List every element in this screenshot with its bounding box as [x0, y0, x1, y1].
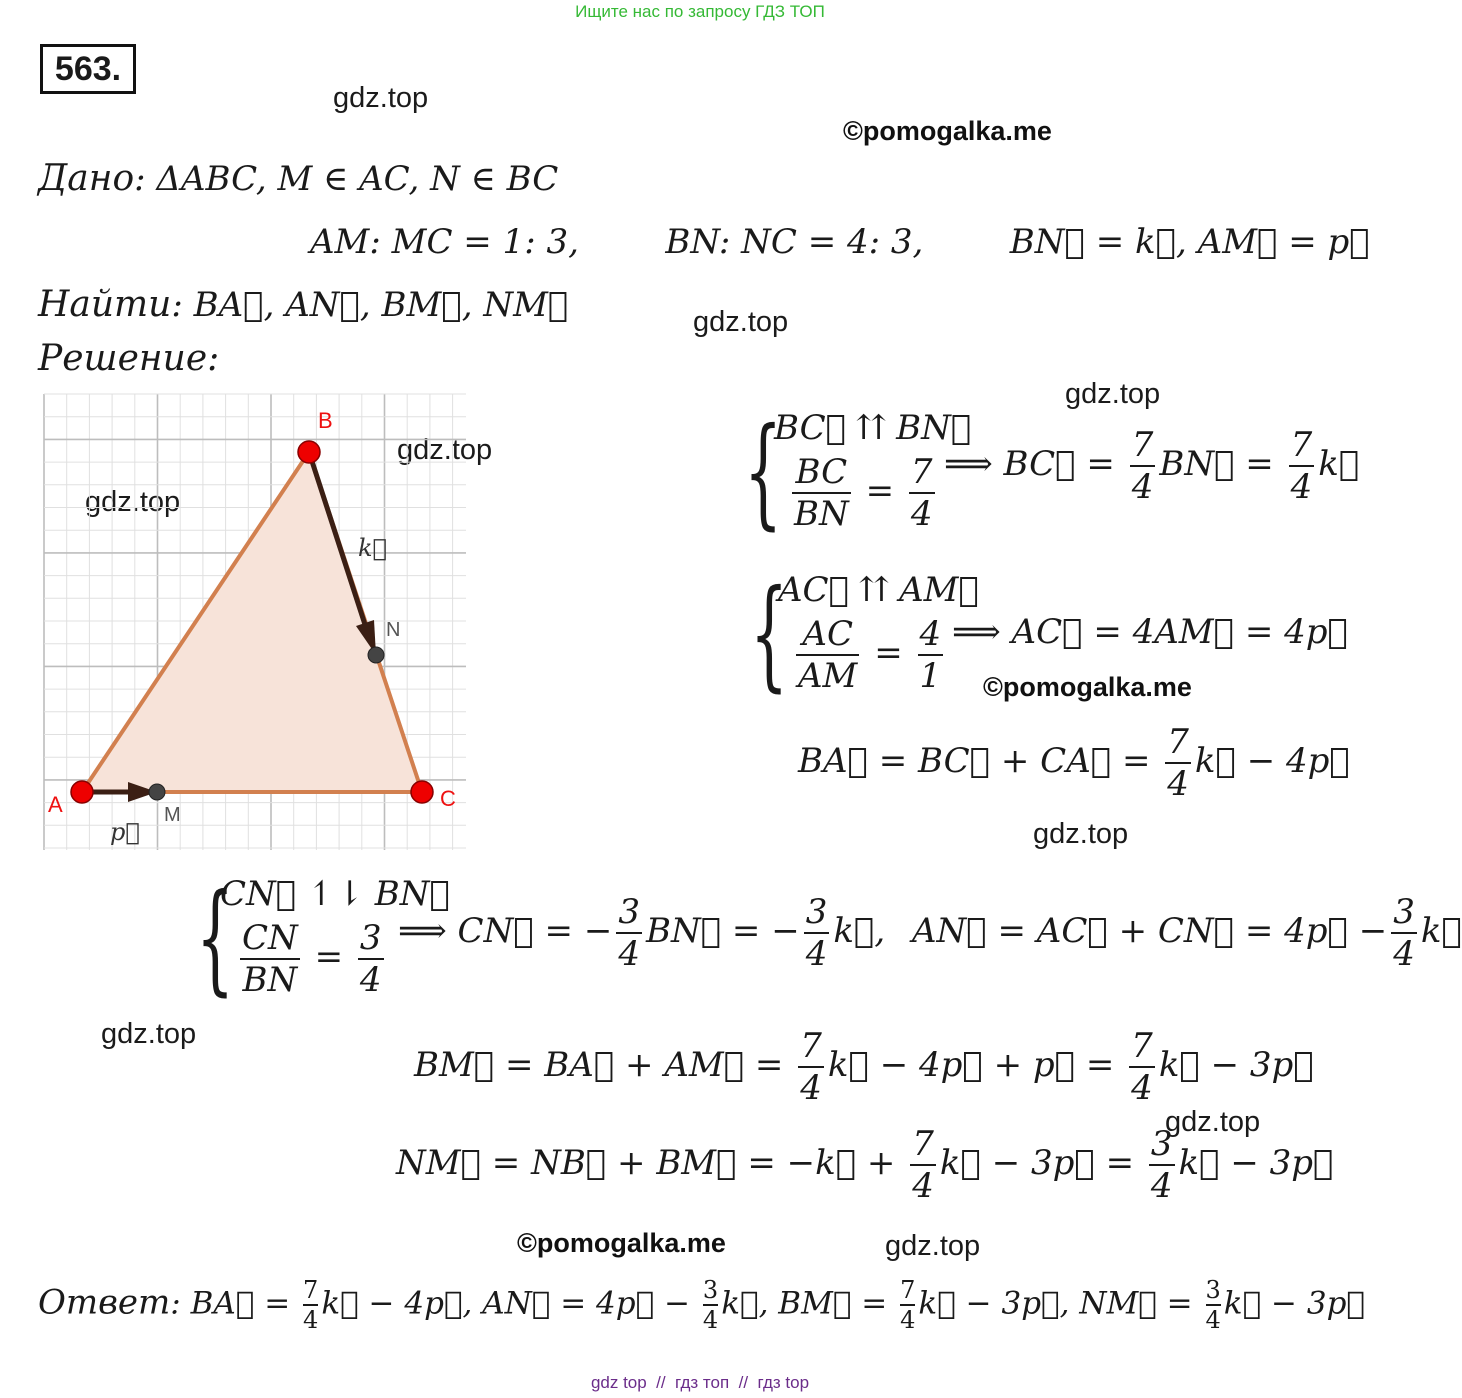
expr: BA⃗ = BC⃗ + CA⃗ = — [798, 741, 1151, 781]
equals: = — [314, 937, 344, 977]
denominator: 1 — [919, 656, 942, 696]
numerator: 3 — [1150, 1124, 1173, 1164]
point-b — [298, 441, 320, 463]
system2-ratio — [792, 614, 947, 696]
point-c — [411, 781, 433, 803]
expr: k⃗ − 3p⃗ — [1223, 1285, 1366, 1322]
given-conditions: : ΔABC, M ∈ AC, N ∈ BC — [134, 159, 559, 199]
watermark: gdz.top — [101, 1018, 197, 1050]
point-n — [368, 647, 384, 663]
denominator: 4 — [805, 934, 828, 974]
expr: k⃗ — [1318, 444, 1360, 484]
label-vector-k: k⃗ — [358, 534, 387, 562]
fraction — [909, 452, 935, 534]
expr: : BA⃗ = — [170, 1285, 291, 1322]
eq-bm — [414, 1026, 1314, 1108]
denominator: 4 — [1131, 467, 1154, 507]
system1-codirected: BC⃗ ⇈ BN⃗ — [774, 408, 972, 448]
expr: NM⃗ = NB⃗ + BM⃗ = −k⃗ + — [396, 1143, 896, 1183]
problem-number: 563. — [40, 44, 136, 94]
numerator: CN — [242, 918, 298, 958]
fraction — [798, 1026, 824, 1108]
fraction — [1129, 1026, 1155, 1108]
denominator: 4 — [912, 1166, 934, 1206]
fraction — [796, 614, 859, 696]
brace-3: { — [196, 869, 235, 1008]
numerator: 7 — [1290, 425, 1313, 465]
watermark: gdz.top — [693, 306, 789, 338]
denominator: 4 — [800, 1068, 822, 1108]
expr: k⃗ — [1420, 911, 1462, 951]
watermark: gdz.top — [1065, 378, 1161, 410]
point-m — [149, 784, 165, 800]
denominator: BN — [794, 494, 849, 534]
label-b: B — [318, 408, 333, 433]
label-m: M — [164, 804, 181, 826]
numerator: 7 — [1131, 425, 1154, 465]
fraction — [1149, 1124, 1175, 1206]
system2-result: ⟹ AC⃗ = 4AM⃗ = 4p⃗ — [952, 612, 1348, 652]
fraction — [1391, 892, 1417, 974]
fraction — [910, 1124, 936, 1206]
equals: = — [865, 471, 895, 511]
expr: k⃗, — [833, 911, 886, 951]
numerator: 7 — [910, 452, 933, 492]
copyright-watermark: ©pomogalka.me — [983, 672, 1192, 702]
denominator: 4 — [910, 494, 933, 534]
fraction — [616, 892, 642, 974]
fraction — [1206, 1276, 1221, 1334]
eq-an — [912, 892, 1462, 974]
numerator: 3 — [702, 1276, 719, 1304]
denominator: 4 — [900, 1306, 916, 1334]
denominator: 4 — [1205, 1306, 1221, 1334]
fraction — [1289, 425, 1315, 507]
fraction — [900, 1276, 915, 1334]
numerator: 3 — [805, 892, 828, 932]
expr: k⃗ − 4p⃗ — [1194, 741, 1350, 781]
system3-ratio — [236, 918, 388, 1000]
system1-result — [944, 425, 1359, 507]
fraction — [792, 452, 851, 534]
brace-1: { — [744, 403, 783, 542]
expr: AN⃗ = AC⃗ + CN⃗ = 4p⃗ − — [912, 911, 1388, 951]
denominator: 4 — [1131, 1068, 1153, 1108]
numerator: 3 — [618, 892, 640, 932]
copyright-watermark: ©pomogalka.me — [517, 1228, 726, 1258]
given-ratios: AM: MC = 1: 3, BN: NC = 4: 3, BN⃗ = k⃗, AM⃗ = p⃗ — [310, 222, 1370, 262]
fraction — [1130, 425, 1156, 507]
fraction — [240, 918, 300, 1000]
footer-links: gdz top // гдз топ // гдз top — [590, 1373, 810, 1392]
expr: k⃗, BM⃗ = — [721, 1285, 888, 1322]
point-a — [71, 781, 93, 803]
expr: k⃗ − 3p⃗ — [1158, 1045, 1314, 1085]
fraction — [1165, 722, 1191, 804]
system3-result — [398, 892, 885, 974]
denominator: 4 — [1150, 1166, 1173, 1206]
copyright-watermark: ©pomogalka.me — [843, 116, 1052, 146]
fraction — [703, 1276, 718, 1334]
denominator: 4 — [303, 1306, 319, 1334]
label-a: A — [48, 792, 63, 817]
brace-2: { — [750, 565, 789, 704]
denominator: 4 — [618, 934, 640, 974]
answer-line — [38, 1276, 1365, 1334]
denominator: 4 — [1167, 764, 1189, 804]
denominator: AM — [798, 656, 858, 696]
equals: = — [874, 633, 903, 673]
expr: k⃗ − 4p⃗, AN⃗ = 4p⃗ − — [321, 1285, 691, 1322]
expr: k⃗ − 3p⃗ = — [939, 1143, 1135, 1183]
triangle-figure — [0, 0, 520, 870]
top-banner: Ищите нас по запросу ГДЗ ТОП — [575, 2, 825, 21]
fraction — [358, 918, 384, 1000]
expr: k⃗ − 3p⃗ — [1178, 1143, 1334, 1183]
denominator: BN — [240, 958, 300, 1000]
expr: ⟹ CN⃗ = − — [398, 911, 613, 951]
fraction — [918, 614, 944, 696]
eq-nm — [396, 1124, 1333, 1206]
expr: k⃗ − 3p⃗, NM⃗ = — [918, 1285, 1193, 1322]
denominator: 4 — [1290, 467, 1313, 507]
solution-label: Решение: — [38, 338, 220, 379]
denominator: 4 — [702, 1306, 719, 1334]
numerator: BC — [795, 452, 848, 492]
system1-ratio — [788, 452, 939, 534]
numerator: 7 — [1167, 722, 1189, 762]
denominator: 4 — [359, 960, 382, 1000]
watermark: gdz.top — [885, 1230, 981, 1262]
watermark: gdz.top — [85, 486, 181, 518]
numerator: AC — [802, 614, 853, 654]
fraction — [804, 892, 830, 974]
numerator: 3 — [1393, 892, 1415, 932]
watermark: gdz.top — [333, 82, 429, 114]
eq-ba — [798, 722, 1350, 804]
given-label: Дано — [38, 158, 135, 199]
denominator: 4 — [1393, 934, 1415, 974]
numerator: 7 — [912, 1124, 934, 1164]
find-items: : BA⃗, AN⃗, BM⃗, NM⃗ — [171, 285, 569, 325]
find-label: Найти — [38, 284, 172, 325]
numerator: 3 — [359, 918, 382, 958]
watermark: gdz.top — [1033, 818, 1129, 850]
numerator: 7 — [303, 1276, 319, 1304]
system3-opposite: CN⃗ ↿⇂ BN⃗ — [220, 874, 450, 914]
watermark: gdz.top — [1165, 1106, 1261, 1138]
label-vector-p: p⃗ — [110, 818, 140, 846]
numerator: 4 — [919, 614, 942, 654]
numerator: 7 — [900, 1276, 916, 1304]
expr: BM⃗ = BA⃗ + AM⃗ = — [414, 1045, 784, 1085]
numerator: 3 — [1205, 1276, 1221, 1304]
label-n: N — [386, 619, 401, 641]
numerator: 7 — [1131, 1026, 1153, 1066]
numerator: 7 — [800, 1026, 822, 1066]
expr: BN⃗ = − — [645, 911, 800, 951]
expr: k⃗ − 4p⃗ + p⃗ = — [827, 1045, 1115, 1085]
label-c: C — [440, 786, 456, 811]
answer-label: Ответ — [38, 1282, 171, 1323]
expr: ⟹ BC⃗ = — [944, 444, 1115, 484]
system2-codirected: AC⃗ ⇈ AM⃗ — [778, 570, 979, 610]
watermark: gdz.top — [397, 434, 493, 466]
fraction — [303, 1276, 318, 1334]
expr: BN⃗ = — [1159, 444, 1274, 484]
